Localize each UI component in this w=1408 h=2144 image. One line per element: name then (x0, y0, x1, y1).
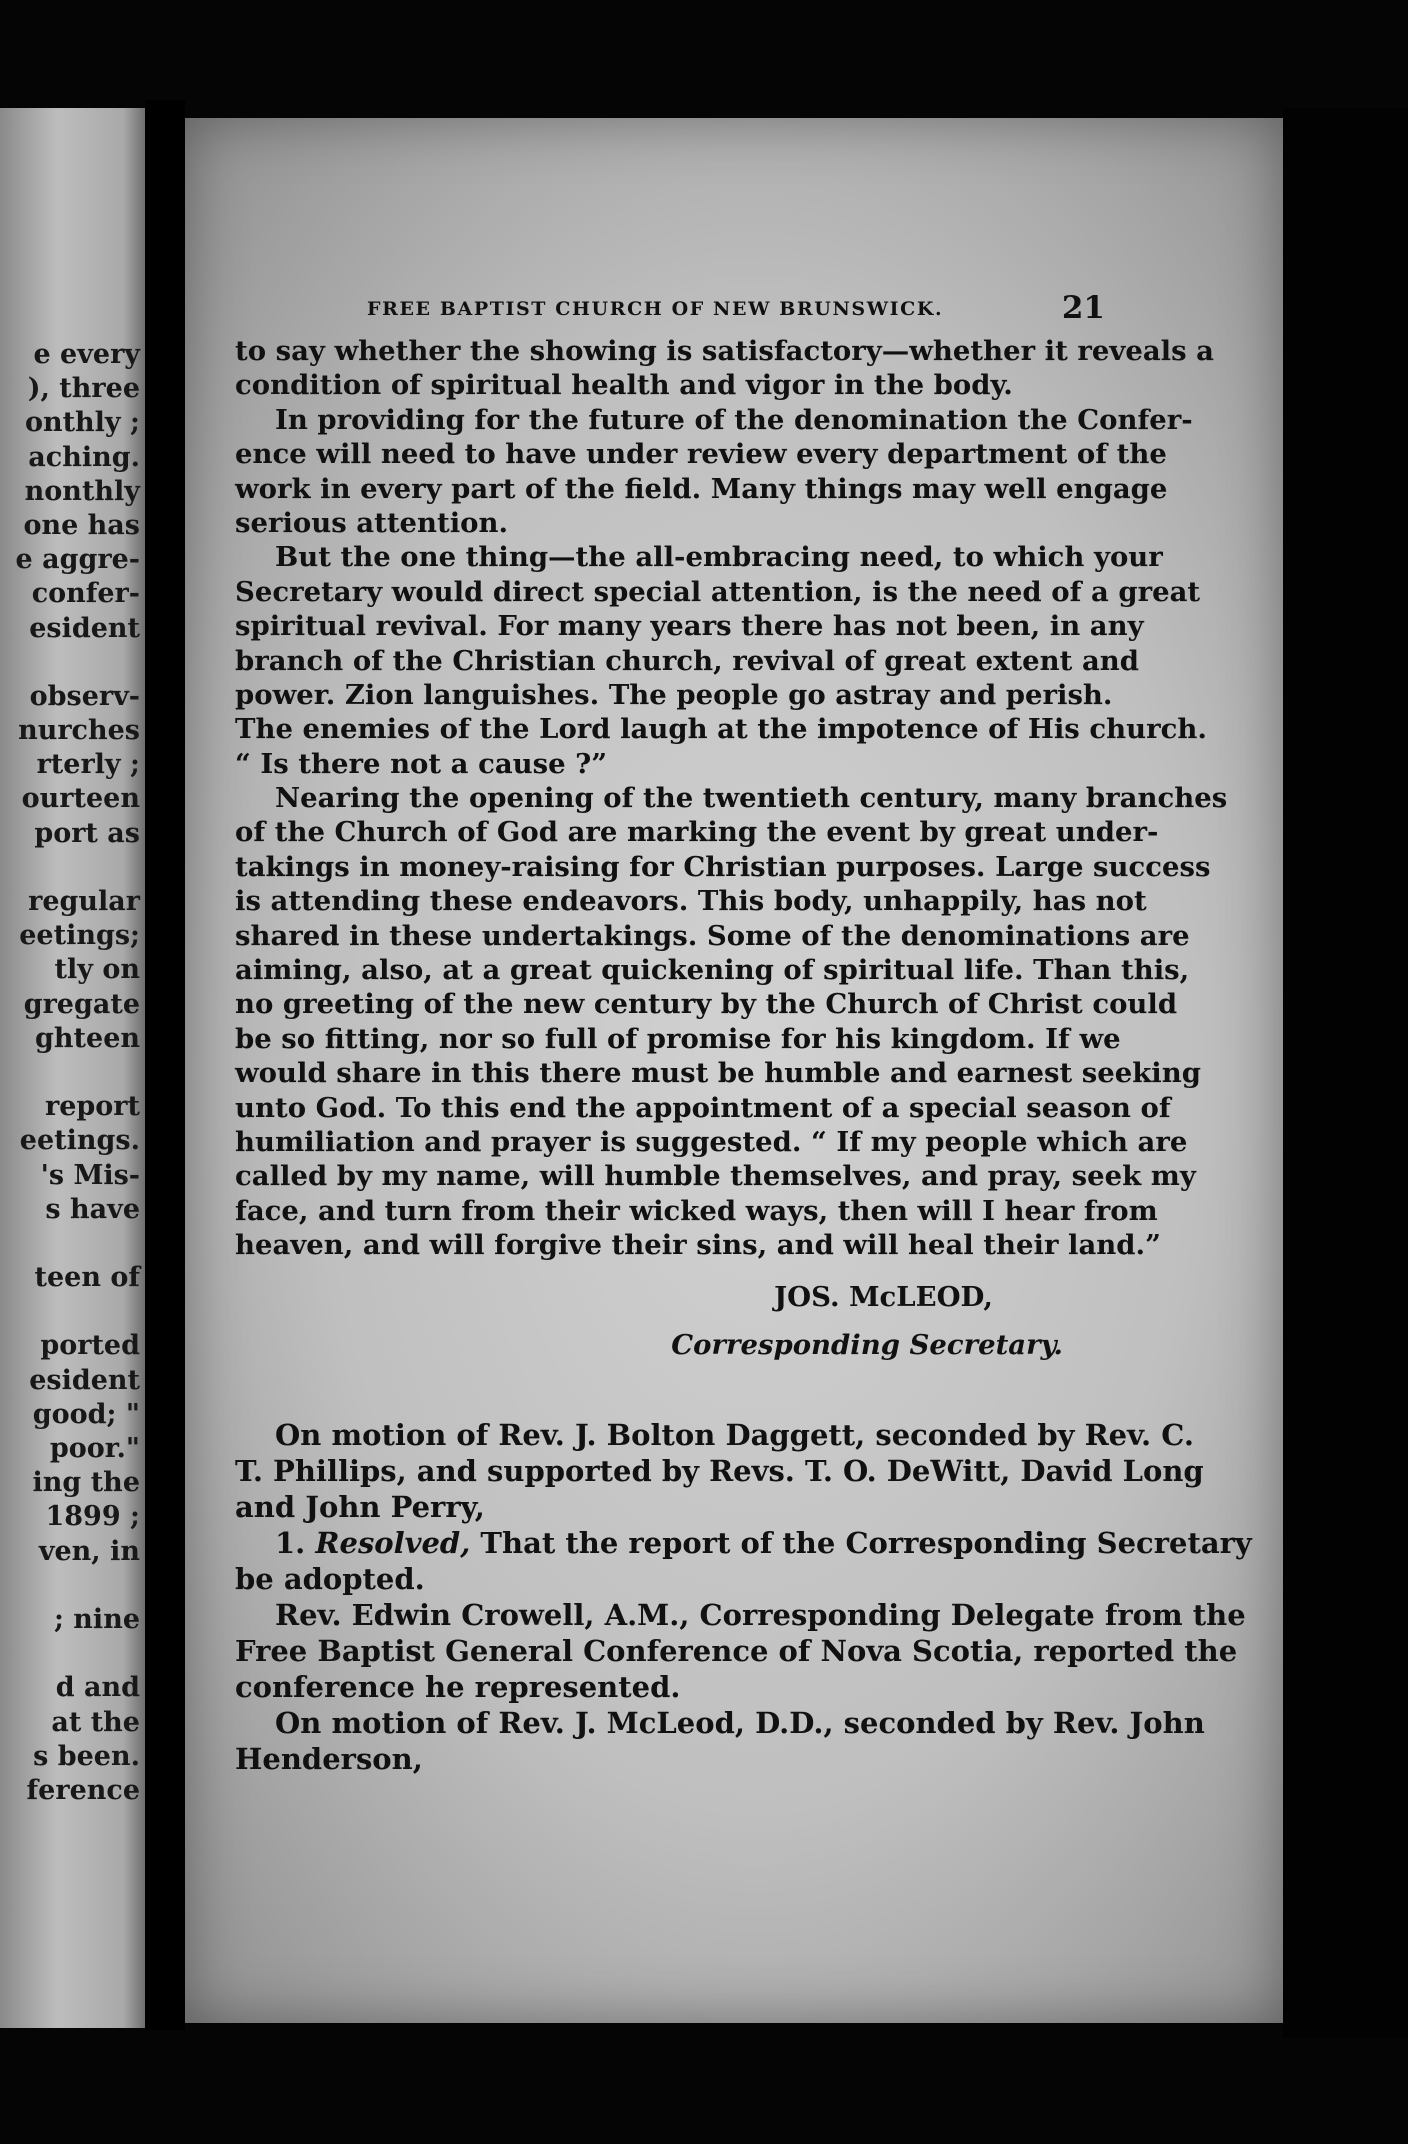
text-line: aiming, also, at a great quickening of spiritual life. Than this, (235, 954, 1190, 987)
signature-name: JOS. McLEOD, (774, 1280, 993, 1313)
left-page-line: confer- (31, 578, 140, 610)
left-page-line: esident (29, 612, 140, 644)
text-line: serious attention. (235, 506, 509, 539)
text-line: would share in this there must be humble and earnest seeking (235, 1057, 1201, 1090)
left-page-line: s been. (33, 1740, 140, 1772)
left-page-line (0, 1227, 140, 1261)
text-line: Nearing the opening of the twentieth century, many branches (275, 782, 1228, 815)
left-page-line: e aggre- (15, 544, 140, 576)
left-page-line: s have (45, 1193, 140, 1225)
section-spacer (235, 1369, 1105, 1417)
running-title: FREE BAPTIST CHURCH OF NEW BRUNSWICK. (367, 298, 944, 320)
text-line: The enemies of the Lord laugh at the impotence of His church. (235, 713, 1207, 746)
left-page-line: ), three (27, 373, 140, 405)
text-line: humiliation and prayer is suggested. “ If my people which are (235, 1125, 1188, 1158)
left-page-line: esident (29, 1364, 140, 1396)
motion-line: T. Phillips, and supported by Revs. T. O. DeWitt, David Long (235, 1453, 1204, 1488)
text-line: ence will need to have under review every department of the (235, 438, 1167, 471)
left-page-line: gregate (23, 988, 140, 1020)
left-page-line: 1899 ; (45, 1501, 140, 1533)
left-page-line: tly on (54, 954, 140, 986)
left-page-line (0, 1569, 140, 1603)
text-line: no greeting of the new century by the Church of Christ could (235, 988, 1178, 1021)
left-page-fragment (0, 108, 145, 2028)
page-number: 21 (1061, 290, 1105, 326)
motion-line: On motion of Rev. J. Bolton Daggett, seconded by Rev. C. (275, 1417, 1194, 1452)
resolution-number: 1. (275, 1525, 306, 1560)
left-page-line: e every (33, 339, 140, 370)
text-line: work in every part of the field. Many things may well engage (235, 472, 1168, 505)
left-page-line: good; " (32, 1398, 140, 1430)
left-page-line: ported (40, 1330, 140, 1362)
report-text (235, 334, 1228, 1263)
delegate-line: Rev. Edwin Crowell, A.M., Corresponding Delegate from the (275, 1597, 1246, 1632)
resolution-line-2: be adopted. (235, 1561, 425, 1596)
left-page-line (0, 851, 140, 885)
delegate-line: Free Baptist General Conference of Nova Scotia, reported the (235, 1633, 1238, 1668)
text-line: spiritual revival. For many years there has not been, in any (235, 610, 1144, 643)
left-page-line: ourteen (21, 783, 140, 815)
motion-line: Henderson, (235, 1741, 423, 1776)
left-page-line: ghteen (35, 1022, 140, 1054)
left-page-line: poor." (49, 1433, 140, 1464)
left-page-line: onthly ; (24, 407, 140, 439)
left-page-line: ference (26, 1774, 140, 1806)
text-line: of the Church of God are marking the event by great under- (235, 816, 1159, 849)
left-page-line: observ- (29, 680, 140, 712)
text-line: be so fitting, nor so full of promise for his kingdom. If we (235, 1022, 1121, 1055)
page-content (235, 290, 1252, 1777)
text-line: In providing for the future of the denomination the Confer- (275, 403, 1193, 436)
signature-title: Corresponding Secretary. (671, 1328, 1063, 1361)
resolution-line (235, 1525, 1252, 1561)
delegate-line: conference he represented. (235, 1669, 681, 1704)
text-line: “ Is there not a cause ?” (235, 747, 608, 780)
left-page-line (0, 646, 140, 680)
left-page-line: 's Mis- (40, 1159, 140, 1191)
text-line: called by my name, will humble themselves, and pray, seek my (235, 1160, 1196, 1193)
left-page-line: ; nine (53, 1603, 140, 1635)
left-page-text (0, 338, 140, 1808)
left-page-line: at the (51, 1706, 140, 1738)
motion-line: On motion of Rev. J. McLeod, D.D., seconded by Rev. John (275, 1705, 1205, 1740)
resolution-text: That the report of the Corresponding Secretary (470, 1525, 1252, 1560)
left-page-line (0, 1295, 140, 1329)
left-page-line: eetings; (19, 920, 140, 952)
text-line: branch of the Christian church, revival of great extent and (235, 644, 1139, 677)
running-header (235, 290, 1105, 334)
left-page-line: ing the (32, 1467, 140, 1499)
resolution-word: Resolved, (315, 1525, 471, 1560)
left-page-line (0, 1056, 140, 1090)
left-page-line: d and (55, 1672, 140, 1704)
motion-line: and John Perry, (235, 1489, 485, 1524)
proceedings (235, 1417, 1252, 1777)
left-page-line: nurches (18, 715, 140, 747)
text-line: heaven, and will forgive their sins, and will heal their land.” (235, 1229, 1161, 1262)
left-page-line: rterly ; (36, 749, 140, 781)
right-margin (1283, 108, 1408, 2038)
text-line: shared in these undertakings. Some of the denominations are (235, 919, 1190, 952)
left-page-line: eetings. (19, 1125, 140, 1157)
left-page-line (0, 1637, 140, 1671)
left-page-line: regular (28, 886, 140, 917)
book-gutter (145, 100, 185, 2030)
text-line: condition of spiritual health and vigor in the body. (235, 369, 1013, 402)
text-line: Secretary would direct special attention, is the need of a great (235, 575, 1201, 608)
text-line: to say whether the showing is satisfactory—whether it reveals a (235, 335, 1214, 367)
left-page-line: ven, in (38, 1535, 140, 1567)
text-line: power. Zion languishes. The people go astray and perish. (235, 678, 1113, 711)
text-line: is attending these endeavors. This body, unhappily, has not (235, 885, 1147, 918)
text-line: takings in money-raising for Christian purposes. Large success (235, 850, 1211, 883)
text-line: But the one thing—the all-embracing need, to which your (275, 541, 1163, 574)
left-page-line: nonthly (24, 475, 140, 507)
left-page-line: report (45, 1091, 140, 1123)
left-page-line: one has (23, 509, 140, 541)
text-line: unto God. To this end the appointment of a special season of (235, 1091, 1171, 1124)
left-page-line: teen of (34, 1262, 140, 1294)
text-line: face, and turn from their wicked ways, then will I hear from (235, 1194, 1158, 1227)
left-page-line: aching. (28, 441, 140, 473)
left-page-line: port as (34, 817, 140, 849)
